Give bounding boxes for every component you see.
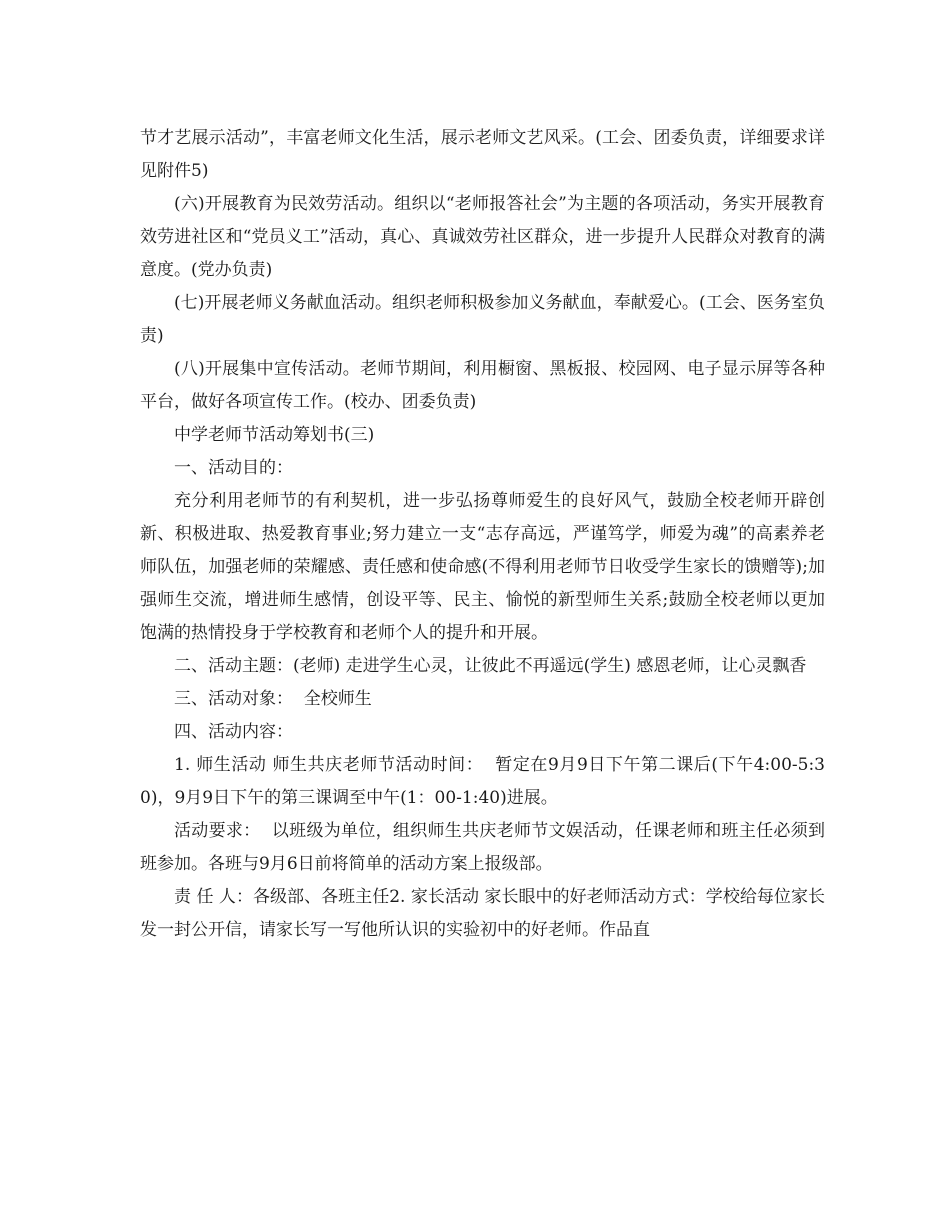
paragraph-activity-arts: 节才艺展示活动”，丰富老师文化生活，展示老师文艺风采。(工会、团委负责，详细要求详见附件5) <box>140 128 825 181</box>
paragraph-theme: 二、活动主题：(老师) 走进学生心灵，让彼此不再遥远(学生) 感恩老师，让心灵飘香 <box>174 656 807 676</box>
paragraph-teacher-student-activity: 1. 师生活动 师生共庆老师节活动时间： 暂定在9月9日下午第二课后(下午4:00-5:30)，9月9日下午的第三课调至中午(1：00-1:40)进展。 <box>140 755 825 808</box>
heading-purpose: 一、活动目的： <box>174 458 293 478</box>
paragraph-blood-donation: (七)开展老师义务献血活动。组织老师积极参加义务献血，奉献爱心。(工会、医务室负责) <box>140 293 825 346</box>
paragraph-community-service: (六)开展教育为民效劳活动。组织以“老师报答社会”为主题的各项活动，务实开展教育效劳进社区和“党员义工”活动，真心、真诚效劳社区群众，进一步提升人民群众对教育的满意度。(党办负责) <box>140 194 825 280</box>
paragraph-audience: 三、活动对象： 全校师生 <box>174 689 372 709</box>
paragraph-publicity: (八)开展集中宣传活动。老师节期间，利用橱窗、黑板报、校园网、电子显示屏等各种平台，做好各项宣传工作。(校办、团委负责) <box>140 359 825 412</box>
section-title: 中学老师节活动筹划书(三) <box>174 425 375 445</box>
paragraph-responsible: 责 任 人：各级部、各班主任2. 家长活动 家长眼中的好老师活动方式：学校给每位家长发一封公开信，请家长写一写他所认识的实验初中的好老师。作品直 <box>140 887 825 940</box>
heading-content: 四、活动内容： <box>174 722 293 742</box>
paragraph-purpose: 充分利用老师节的有利契机，进一步弘扬尊师爱生的良好风气，鼓励全校老师开辟创新、积极进取、热爱教育事业;努力建立一支“志存高远，严谨笃学，师爱为魂”的高素养老师队伍，加强老师的荣耀感、责任感和使命感(不得利用老师节日收受学生家长的馈赠等);加强师生交流，增进师生感情，创设平等、民主、愉悦的新型师生关系;鼓励全校老师以更加饱满的热情投身于学校教育和老师个人的提升和开展。 <box>140 491 825 643</box>
document-body <box>140 122 825 947</box>
paragraph-requirements: 活动要求： 以班级为单位，组织师生共庆老师节文娱活动，任课老师和班主任必须到班参加。各班与9月6日前将简单的活动方案上报级部。 <box>140 821 825 874</box>
